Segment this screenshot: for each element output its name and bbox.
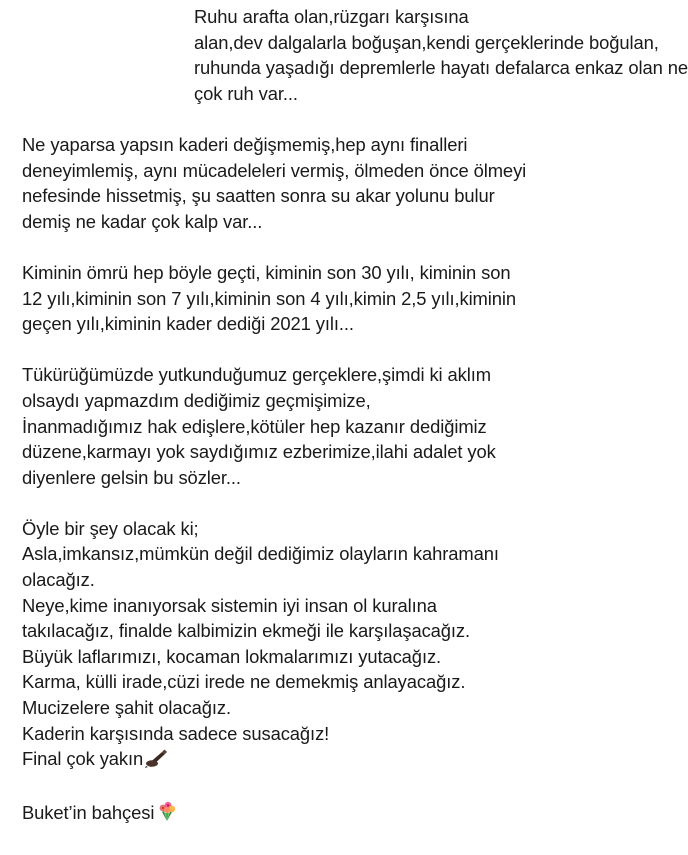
text-line: Ruhu arafta olan,rüzgarı karşısına [194, 6, 469, 27]
text-line: Karma, külli irade,cüzi irede ne demekmiş anlayacağız. [22, 671, 466, 693]
paragraph-4 [22, 362, 547, 490]
final-line [22, 746, 547, 775]
text-line: Kaderin karşısında sadece susacağız! [22, 722, 330, 744]
text-line: deneyimlemiş, aynı mücadeleleri vermiş, ölmeden önce ölmeyi [22, 159, 527, 181]
signature-text: Buket’in bahçesi [22, 802, 155, 824]
text-line: Ne yaparsa yapsın kaderi değişmemiş,hep aynı finalleri [22, 133, 468, 155]
text-line: nefesinde hissetmiş, şu saatten sonra su akar yolunu bulur [22, 185, 495, 207]
text-line: Tükürüğümüzde yutkunduğumuz gerçeklere,şimdi ki aklım [22, 364, 491, 386]
text-line: Öyle bir şey olacak ki; [22, 517, 199, 539]
text-line: Büyük laflarımızı, kocaman lokmalarımızı yutacağız. [22, 645, 442, 667]
paragraph-2 [22, 132, 547, 234]
text-line: olsaydı yapmazdım dediğimiz geçmişimize, [22, 389, 371, 411]
text-line: alan,dev dalgalarla boğuşan,kendi gerçeklerinde boğulan, [194, 31, 659, 53]
paragraph-3 [22, 260, 547, 337]
paragraph-5 [22, 516, 547, 775]
signature-line [22, 800, 547, 829]
text-line: takılacağız, finalde kalbimizin ekmeği ile karşılaşacağız. [22, 620, 471, 642]
text-line: Neye,kime inanıyorsak sistemin iyi insan ol kuralına [22, 594, 437, 616]
text-line: olacağız. [22, 569, 95, 591]
text-line: demiş ne kadar çok kalp var... [22, 210, 263, 232]
final-line-text: Final çok yakın [22, 748, 144, 770]
text-line: Kiminin ömrü hep böyle geçti, kiminin son 30 yılı, kiminin son [22, 261, 511, 283]
paragraph-1 [22, 4, 688, 106]
post-body [22, 4, 688, 855]
writing-hand-icon [145, 748, 169, 775]
text-line: İnanmadığımız hak edişlere,kötüler hep kazanır dediğimiz [22, 415, 487, 437]
text-line: diyenlere gelsin bu sözler... [22, 466, 241, 488]
text-line: Asla,imkansız,mümkün değil dediğimiz olayların kahramanı [22, 543, 499, 565]
text-line: çok ruh var... [194, 82, 298, 104]
text-line: geçen yılı,kiminin kader dediği 2021 yılı... [22, 313, 354, 335]
text-line: 12 yılı,kiminin son 7 yılı,kiminin son 4 yılı,kimin 2,5 yılı,kiminin [22, 287, 517, 309]
text-line: Mucizelere şahit olacağız. [22, 697, 231, 719]
text-line: ruhunda yaşadığı depremlerle hayatı defalarca enkaz olan ne [194, 57, 688, 79]
text-line: düzene,karmayı yok saydığımız ezberimize,ilahi adalet yok [22, 441, 496, 463]
bouquet-icon [156, 800, 178, 829]
